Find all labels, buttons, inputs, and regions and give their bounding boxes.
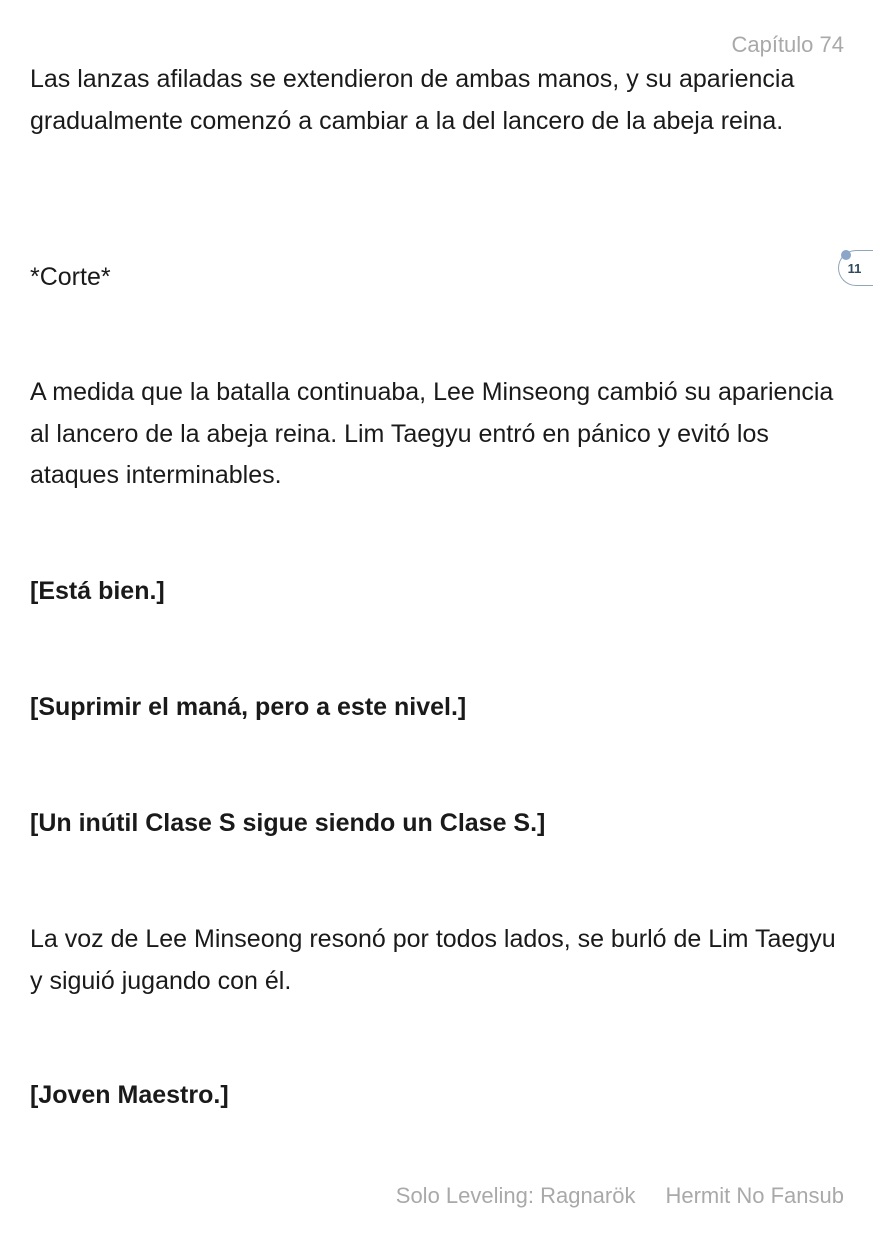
dialogue-line: [Suprimir el maná, pero a este nivel.] [30,693,467,721]
paragraph-transformation: Las lanzas afiladas se extendieron de ambas manos, y su apariencia gradualmente comenzó a cambiar a la del lancero de la abeja reina. [30,65,795,135]
page-number: 11 [847,260,862,276]
chapter-title: Capítulo 74 [731,32,844,57]
dialogue-line: [Un inútil Clase S sigue siendo un Clase S.] [30,809,546,837]
dialogue-line: [Joven Maestro.] [30,1081,229,1109]
scene-break: *Corte* [30,263,111,291]
translator-credit: Hermit No Fansub [665,1183,844,1208]
paragraph-voice: La voz de Lee Minseong resonó por todos lados, se burló de Lim Taegyu y siguió jugando con él. [30,925,836,995]
dialogue-line: [Está bien.] [30,577,165,605]
badge-dot-icon [841,250,851,260]
footer [396,1182,844,1210]
book-title: Solo Leveling: Ragnarök [395,1183,636,1208]
paragraph-battle: A medida que la batalla continuaba, Lee Minseong cambió su apariencia al lancero de la abeja reina. Lim Taegyu entró en pánico y evitó los ataques interminables. [30,378,834,489]
